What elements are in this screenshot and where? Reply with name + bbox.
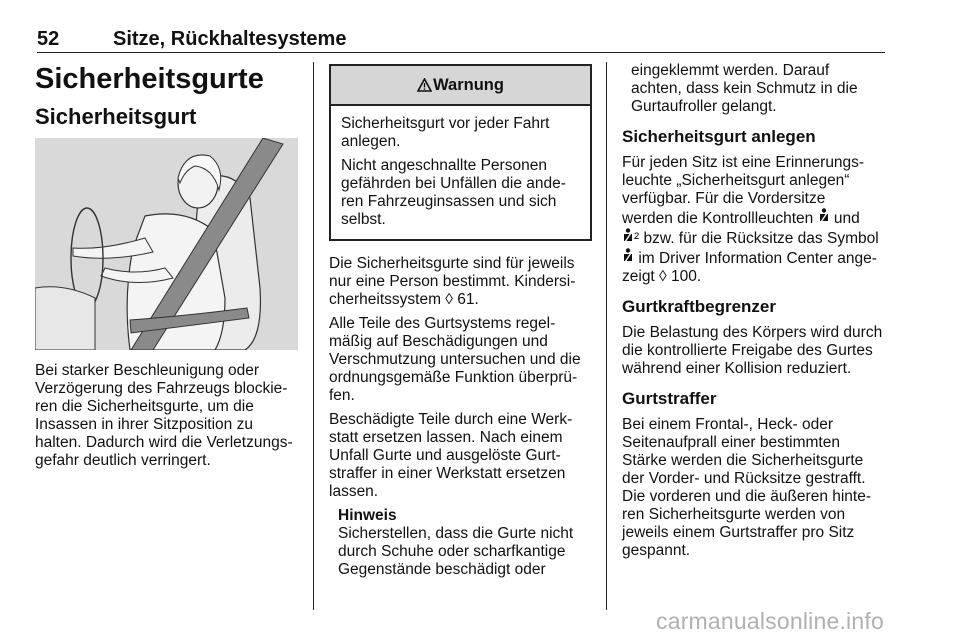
watermark: carmanualsonline.info [656,608,884,634]
text-line: ren Fahrzeuginsassen und sich [341,193,557,210]
text-line: eingeklemmt werden. Darauf [631,62,830,79]
seatbelt-illustration [35,138,298,350]
column-divider [606,62,607,610]
text-line: Seitenaufprall einer bestimmten [622,434,840,451]
warning-triangle-icon [417,78,432,92]
body-paragraph [329,411,592,501]
seatbelt-warning-icon [622,248,634,268]
text-line: achten, dass kein Schmutz in die [631,80,858,97]
warning-box [329,64,592,241]
body-paragraph [622,416,888,560]
text-line: verfügbar. Für die Vordersitze [622,190,826,207]
text-line: statt ersetzen lassen. Nach einem [329,429,563,446]
text-line: werden die Kontrollleuchten [622,210,814,227]
text-line: gefahr deutlich verringert. [35,452,211,469]
text-line: Sicherstellen, dass die Gurte nicht [338,525,574,542]
page-header [37,14,885,53]
text-line: Insassen in ihrer Sitzposition zu [35,416,253,433]
text-line: durch Schuhe oder scharfkantige [338,543,566,560]
warning-header [331,66,590,106]
text-line: Für jeden Sitz ist eine Erinnerungs- [622,154,865,171]
column-3 [622,62,888,560]
heading-anlegen: Sicherheitsgurt anlegen [622,127,816,146]
text-line: lassen. [329,483,379,500]
warning-title: Warnung [433,75,504,94]
text-line: im Driver Information Center ange- [638,250,877,267]
column-2 [329,64,592,579]
note-title: Hinweis [338,507,397,524]
text-line: Beschädigte Teile durch eine Werk- [329,411,573,428]
warning-body [331,106,590,239]
text-line: nur eine Person bestimmt. Kindersi- [329,273,576,290]
body-paragraph [329,255,592,309]
text-line: straffer in einer Werkstatt ersetzen [329,465,566,482]
note-block [338,507,592,579]
body-paragraph [622,324,888,378]
text-line: Gegenstände beschädigt oder [338,561,546,578]
note-text [338,525,592,579]
body-paragraph [329,315,592,405]
superscript-two: ² [634,230,640,247]
text-line: Alle Teile des Gurtsystems regel- [329,315,556,332]
text-line: Bei starker Beschleunigung oder [35,362,260,379]
section-title: Sitze, Rückhaltesysteme [113,28,347,50]
text-line: Die Sicherheitsgurte sind für jeweils [329,255,575,272]
column-1 [35,62,298,470]
text-line: die kontrollierte Freigabe des Gurtes [622,342,873,359]
body-paragraph [622,154,888,286]
text-line: Gurtaufroller gelangt. [631,98,777,115]
text-line: Verzögerung des Fahrzeugs blockie- [35,380,288,397]
seatbelt-warning-icon [622,228,634,248]
page-title: Sicherheitsgurte [35,63,264,95]
text-line: selbst. [341,211,386,228]
text-line: der Vorder- und Rücksitze gestrafft. [622,470,866,487]
text-line: Sicherheitsgurt vor jeder Fahrt [341,115,550,132]
text-line: ren die Sicherheitsgurte, um die [35,398,254,415]
text-line: jeweils einem Gurtstraffer pro Sitz [622,524,855,541]
text-line: Unfall Gurte und ausgelöste Gurt- [329,447,561,464]
seatbelt-warning-icon [818,208,830,228]
text-line: mäßig auf Beschädigungen und [329,333,548,350]
text-line: Nicht angeschnallte Personen [341,157,547,174]
text-line: halten. Dadurch wird die Verletzungs- [35,434,293,451]
text-line: ordnungsgemäße Funktion überprü- [329,369,578,386]
heading-gurtstraffer: Gurtstraffer [622,389,717,408]
text-line: Die Belastung des Körpers wird durch [622,324,883,341]
body-paragraph [35,362,298,470]
text-line: ren Sicherheitsgurte werden von [622,506,846,523]
text-line: Verschmutzung untersuchen und die [329,351,581,368]
text-line: anlegen. [341,133,401,150]
text-line: und [833,210,860,227]
text-line: bzw. für die Rücksitze das Symbol [643,230,879,247]
text-line: gespannt. [622,542,691,559]
text-line: cherheitssystem ◊ 61. [329,291,479,308]
note-continuation [631,62,888,116]
warning-text [341,157,578,229]
text-line: Die vorderen und die äußeren hinte- [622,488,872,505]
subsection-title: Sicherheitsgurt [35,104,197,129]
text-line: Bei einem Frontal-, Heck- oder [622,416,834,433]
column-divider [313,62,314,610]
text-line: zeigt ◊ 100. [622,268,702,285]
text-line: leuchte „Sicherheitsgurt anlegen“ [622,172,850,189]
text-line: während einer Kollision reduziert. [622,360,852,377]
heading-gurtkraftbegrenzer: Gurtkraftbegrenzer [622,297,776,316]
warning-text [341,115,578,151]
text-line: fen. [329,387,355,404]
page-number: 52 [37,28,60,50]
text-line: gefährden bei Unfällen die ande- [341,175,566,192]
text-line: Stärke werden die Sicherheitsgurte [622,452,864,469]
